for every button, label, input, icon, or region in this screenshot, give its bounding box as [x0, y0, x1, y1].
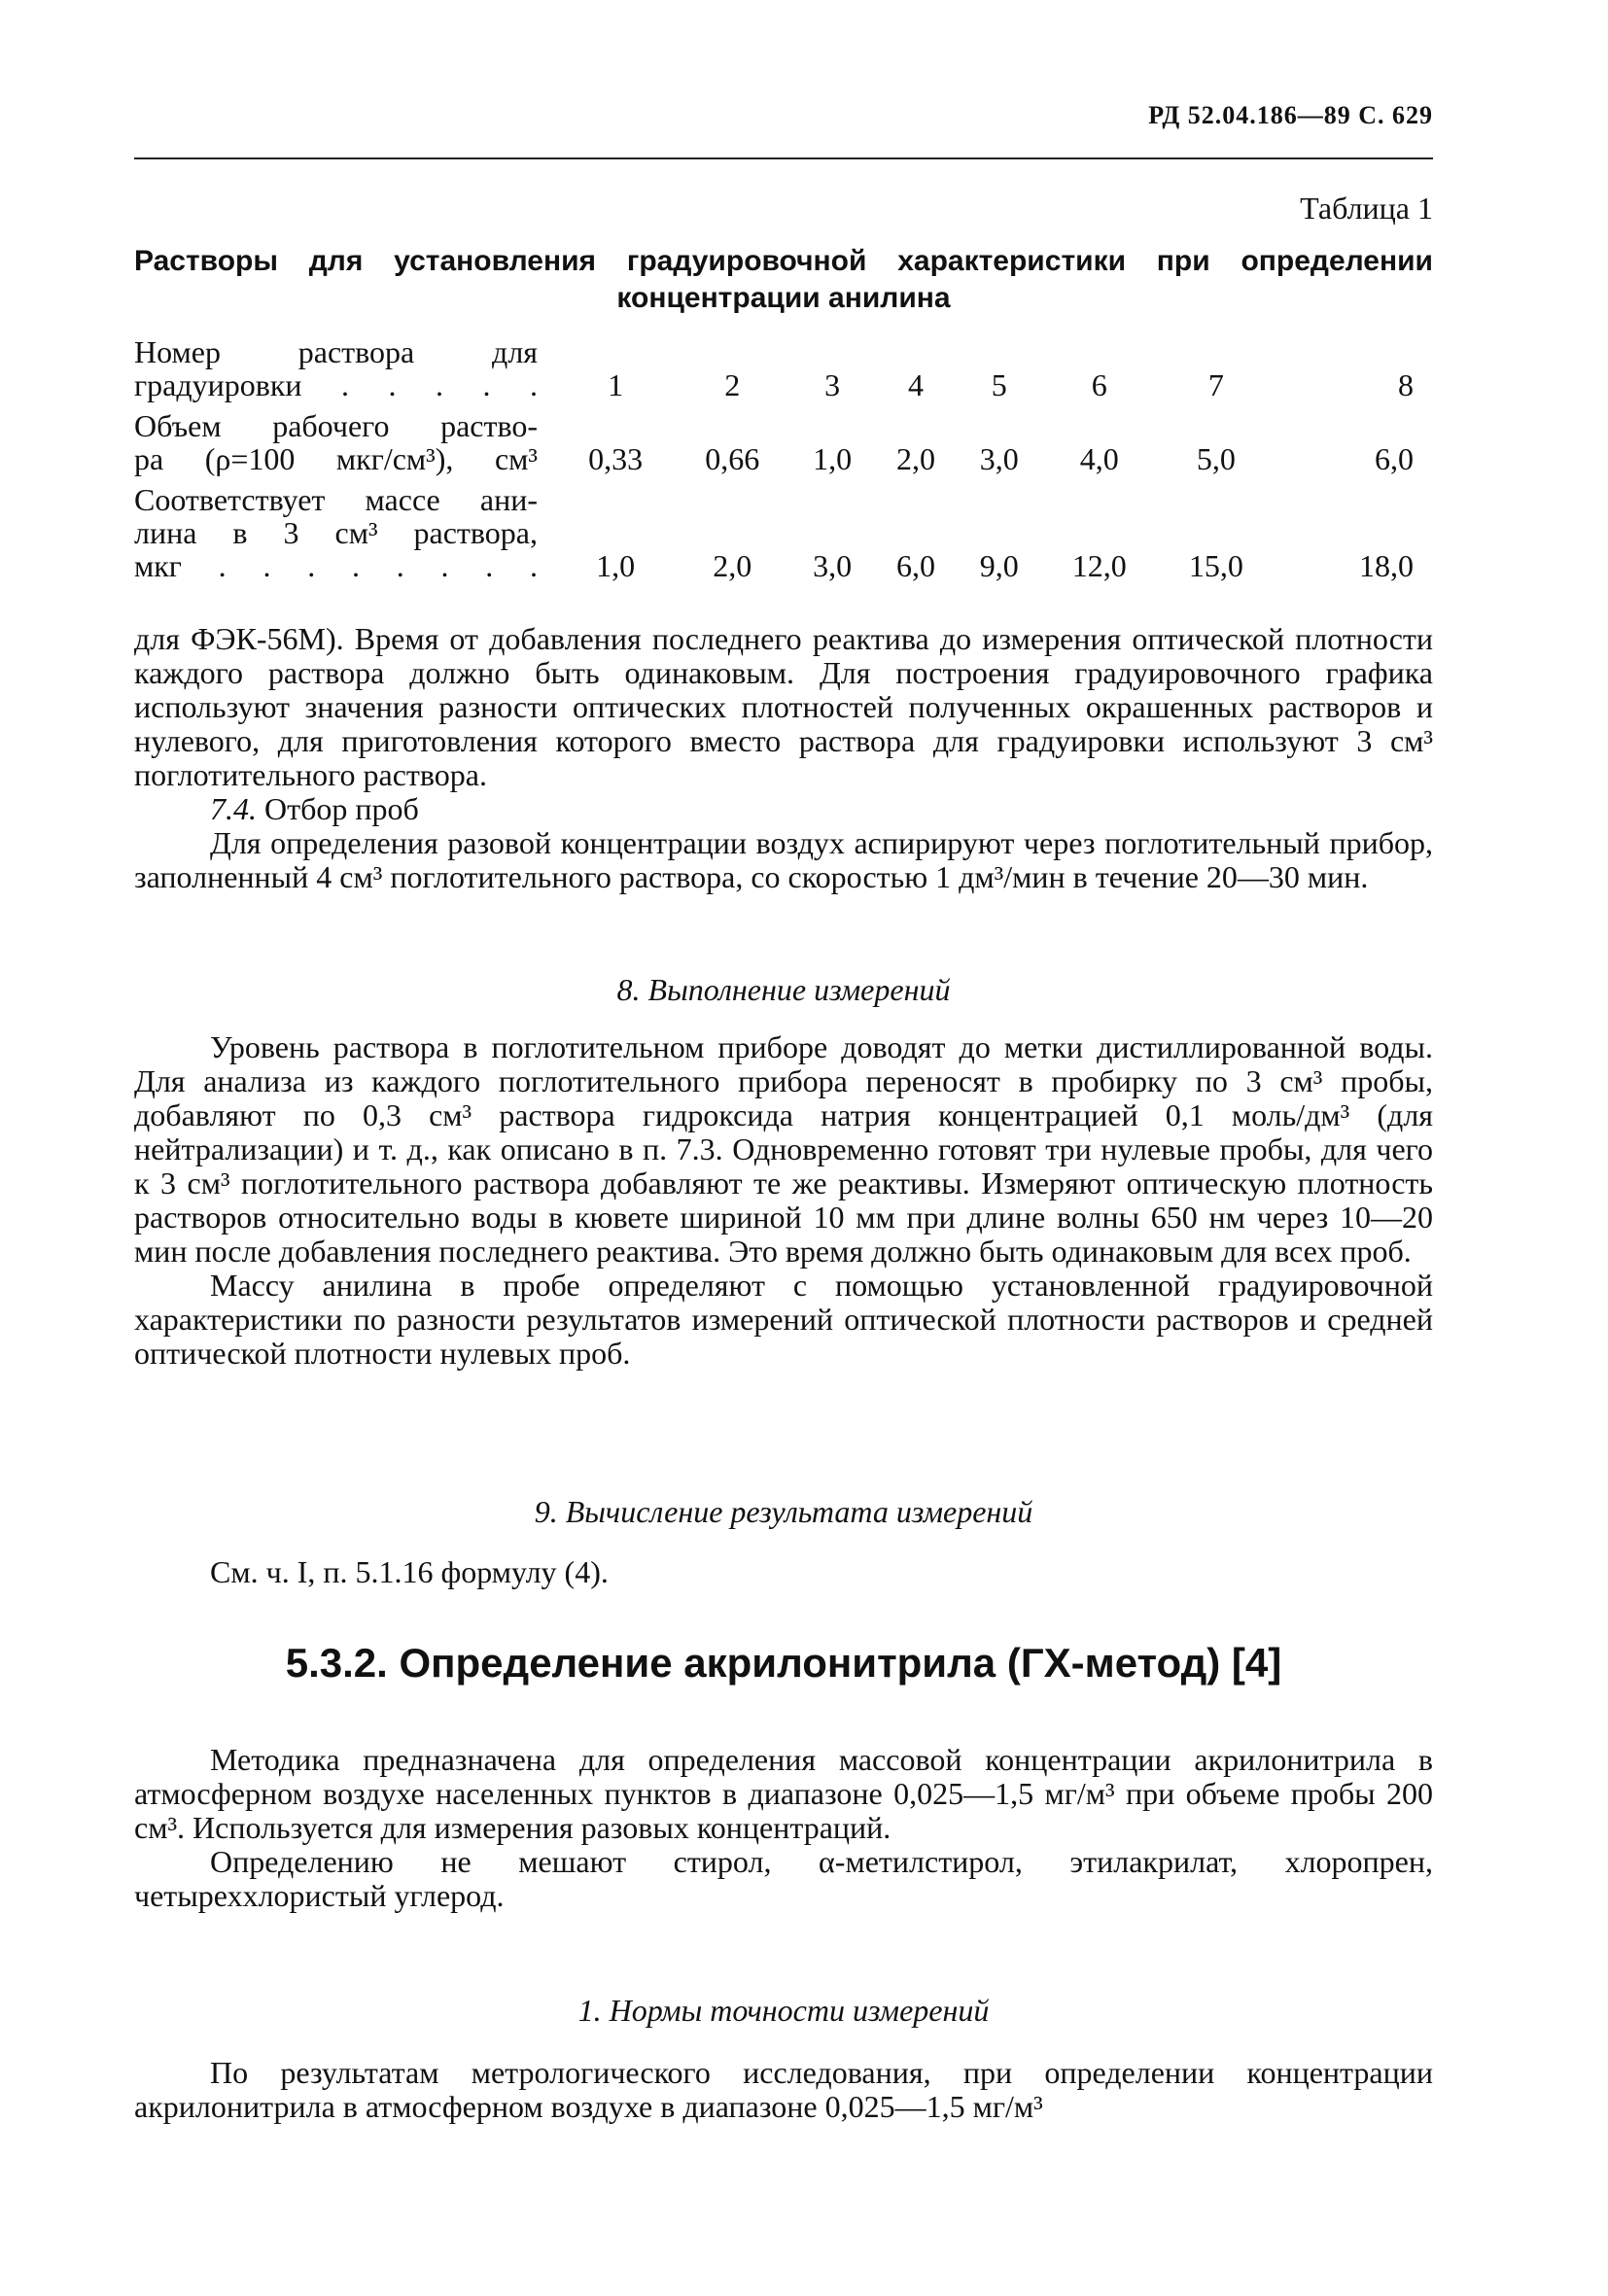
table-cell: 4,0	[1079, 441, 1119, 476]
table-cell: 15,0	[1188, 548, 1243, 583]
table-cell: 1,0	[813, 441, 853, 476]
section-9-text-block	[134, 1555, 1433, 1589]
row-label-line: мкг . . . . . . . .	[134, 548, 538, 583]
table-number: Таблица 1	[1300, 191, 1433, 226]
table-title-line1: Растворы для установления градуировочной характеристики при определении	[134, 245, 1433, 277]
table-cell: 6	[1091, 367, 1107, 402]
table-cell: 6,0	[895, 548, 935, 583]
table-cell: 1,0	[596, 548, 636, 583]
table-row	[134, 409, 1433, 483]
page-reference: РД 52.04.186—89 С. 629	[1148, 101, 1433, 129]
section-7-4-number: 7.4.	[210, 791, 257, 826]
method-paragraph-2: Определению не мешают стирол, α-метилстирол, этилакрилат, хлоропрен, четыреххлористый углерод.	[134, 1844, 1433, 1913]
paragraph-fek: для ФЭК-56М). Время от добавления последнего реактива до измерения оптической плотности каждого раствора должно быть одинаковым. Для построения градуировочного графика используют значения разности оптических плотностей полученных окрашенных растворов и нулевого, для приготовления которого вместо раствора для градуировки используют 3 см³ поглотительного раствора.	[134, 621, 1433, 792]
row-label	[134, 335, 557, 409]
section-8-heading: 8. Выполнение измерений	[616, 972, 951, 1007]
row-label-line: ра (ρ=100 мкг/см³), см³	[134, 441, 538, 476]
row-label	[134, 409, 557, 483]
row-label-line: лина в 3 см³ раствора,	[134, 515, 538, 550]
table-cell: 2	[724, 367, 741, 402]
table-cell: 0,66	[705, 441, 760, 476]
table-cell: 2,0	[895, 441, 935, 476]
body-block-3	[134, 1743, 1433, 1913]
method-paragraph-1: Методика предназначена для определения массовой концентрации акрилонитрила в атмосферном воздухе населенных пунктов в диапазоне 0,025—1,5 мг/м³ при объеме пробы 200 см³. Используется для измерения разовых концентраций.	[134, 1742, 1433, 1845]
table-cell: 9,0	[979, 548, 1019, 583]
row-label-line: Соответствует массе ани-	[134, 482, 538, 517]
calibration-table	[134, 335, 1433, 590]
section-7-4-title: Отбор проб	[264, 791, 419, 826]
body-block-4	[134, 2056, 1433, 2124]
body-block-1	[134, 622, 1433, 894]
table-cell: 0,33	[588, 441, 644, 476]
header-rule	[134, 157, 1433, 159]
table-cell: 8	[1398, 367, 1414, 402]
section-9-heading: 9. Вычисление результата измерений	[534, 1494, 1033, 1529]
section-7-4-heading	[134, 792, 1433, 826]
table-cell: 12,0	[1071, 548, 1127, 583]
table-cell: 3	[824, 367, 841, 402]
table-row	[134, 335, 1433, 409]
row-label-line: градуировки . . . . .	[134, 367, 538, 402]
table-cell: 5,0	[1196, 441, 1236, 476]
section-8-paragraph-1: Уровень раствора в поглотительном приборе доводят до метки дистиллированной воды. Для анализа из каждого поглотительного прибора переносят в пробирку по 3 см³ пробы, добавляют по 0,3 см³ раствора гидроксида натрия концентрацией 0,1 моль/дм³ (для нейтрализации) и т. д., как описано в п. 7.3. Одновременно готовят три нулевые пробы, для чего к 3 см³ поглотительного раствора добавляют те же реактивы. Измеряют оптическую плотность растворов относительно воды в кювете шириной 10 мм при длине волны 650 нм через 10—20 мин после добавления последнего реактива. Это время должно быть одинаковым для всех проб.	[134, 1029, 1433, 1269]
table-cell: 6,0	[1375, 441, 1414, 476]
table-title	[134, 243, 1433, 317]
table-title-line2: концентрации анилина	[616, 282, 951, 314]
section-1-heading: 1. Нормы точности измерений	[577, 1993, 990, 2028]
table-cell: 1	[608, 367, 624, 402]
table-cell: 4	[907, 367, 924, 402]
section-1-text: По результатам метрологического исследования, при определении концентрации акрилонитрила в атмосферном воздухе в диапазоне 0,025—1,5 мг/м³	[134, 2055, 1433, 2124]
table-row	[134, 483, 1433, 590]
table-cell: 3,0	[979, 441, 1019, 476]
table-cell: 3,0	[813, 548, 853, 583]
section-8-paragraph-2: Массу анилина в пробе определяют с помощью установленной градуировочной характеристики по разности результатов измерений оптической плотности растворов и средней оптической плотности нулевых проб.	[134, 1268, 1433, 1371]
table-cell: 18,0	[1359, 548, 1414, 583]
row-label-line: Номер раствора для	[134, 334, 538, 369]
body-block-2	[134, 1030, 1433, 1371]
row-label-line: Объем рабочего раство-	[134, 408, 538, 443]
row-label	[134, 483, 557, 590]
table-cell: 5	[991, 367, 1007, 402]
section-9-text: См. ч. I, п. 5.1.16 формулу (4).	[210, 1554, 609, 1589]
section-7-4-text: Для определения разовой концентрации воздух аспирируют через поглотительный прибор, заполненный 4 см³ поглотительного раствора, со скоростью 1 дм³/мин в течение 20—30 мин.	[134, 825, 1433, 894]
section-5-3-2-heading: 5.3.2. Определение акрилонитрила (ГХ-метод) [4]	[285, 1640, 1282, 1686]
table-cell: 2,0	[713, 548, 752, 583]
table-cell: 7	[1207, 367, 1224, 402]
